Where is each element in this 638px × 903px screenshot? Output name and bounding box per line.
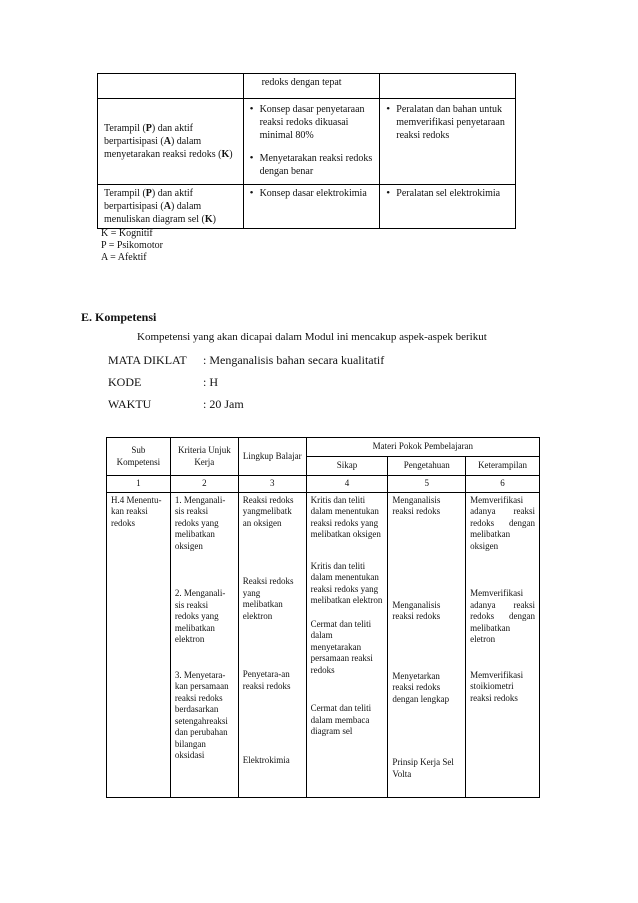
list-item: Memverifikasi adanya reaksi redoks dengan melibatkan eletron (470, 588, 535, 644)
waktu-value: : 20 Jam (203, 397, 244, 411)
list-item: Menganalisis reaksi redoks (392, 599, 441, 621)
column-number: 6 (466, 476, 540, 493)
list-item: • Konsep dasar elektrokimia (250, 187, 374, 200)
table-row (98, 99, 516, 185)
criteria-cell (243, 185, 380, 229)
kode-row (108, 375, 218, 390)
column-number: 2 (170, 476, 238, 493)
sikap-cell (306, 492, 388, 797)
kode-value: : H (203, 375, 218, 389)
list-item: Prinsip Kerja Sel Volta (392, 757, 454, 779)
criteria-table (97, 73, 516, 229)
table-row (98, 74, 516, 99)
mata-diklat-label: MATA DIKLAT (108, 353, 187, 367)
keterampilan-cell (466, 492, 540, 797)
legend (101, 228, 163, 264)
header-lingkup: Lingkup Balajar (238, 438, 306, 476)
tools-cell (380, 185, 516, 229)
list-item: • Peralatan sel elektrokimia (386, 187, 509, 200)
list-item: Memverifikasi stoikiometri reaksi redoks (470, 669, 524, 703)
list-item: Cermat dan teliti dalam menyetarakan persamaan reaksi redoks (310, 618, 373, 675)
column-number: 4 (306, 476, 388, 493)
waktu-row (108, 397, 244, 412)
list-item: • Peralatan dan bahan untuk memverifikasi penyetaraan reaksi redoks (386, 103, 509, 142)
column-number-row (107, 476, 540, 493)
list-item: Reaksi redoks yang melibatkan elektron (242, 576, 294, 621)
mata-diklat-row (108, 353, 384, 368)
table-row (107, 492, 540, 797)
indicator-cell: Terampil (P) dan aktif berpartisipasi (A) dalam menuliskan diagram sel (K) (98, 185, 244, 229)
list-item: 1. Menganali-sis reaksi redoks yang melibatkan oksigen (174, 494, 226, 551)
header-keterampilan: Keterampilan (466, 457, 540, 476)
list-item: 3. Menyetara-kan persamaan reaksi redoks berdasarkan setengahreaksi dan perubahan bilangan oksidasi (174, 669, 229, 760)
lingkup-cell (238, 492, 306, 797)
header-kriteria: Kriteria Unjuk Kerja (170, 438, 238, 476)
list-item: • Konsep dasar penyetaraan reaksi redoks dikuasai minimal 80% (250, 103, 374, 142)
section-title: E. Kompetensi (81, 310, 157, 324)
bullet-list (250, 187, 374, 200)
column-number: 5 (388, 476, 466, 493)
pengetahuan-cell (388, 492, 466, 797)
list-item: 2. Menganali-sis reaksi redoks yang melibatkan elektron (174, 588, 226, 644)
table-header-row (107, 438, 540, 457)
column-number: 1 (107, 476, 171, 493)
list-item: Penyetara-an reaksi redoks (242, 669, 291, 691)
list-item: Cermat dan teliti dalam membaca diagram sel (310, 703, 372, 736)
header-pengetahuan: Pengetahuan (388, 457, 466, 476)
mata-diklat-value: : Menganalisis bahan secara kualitatif (203, 353, 385, 367)
list-item: Elektrokimia (242, 755, 290, 765)
legend-item: A = Afektif (101, 252, 147, 263)
column-number: 3 (238, 476, 306, 493)
sub-kompetensi-cell: H.4 Menentu-kan reaksi redoks (107, 492, 171, 797)
list-item: Memverifikasi adanya reaksi redoks dengan melibatkan oksigen (470, 494, 535, 551)
competency-table (106, 437, 540, 798)
waktu-label: WAKTU (108, 397, 152, 411)
list-item: Kritis dan teliti dalam menentukan reaksi redoks yang melibatkan elektron (310, 560, 383, 605)
list-item: Kritis dan teliti dalam menentukan reaksi redoks yang melibatkan oksigen (310, 494, 381, 539)
header-sub-kompetensi: Sub Kompetensi (107, 438, 171, 476)
legend-item: K = Kognitif (101, 228, 153, 239)
bullet-list (386, 103, 509, 142)
criteria-cell: redoks dengan tepat (243, 74, 380, 99)
legend-item: P = Psikomotor (101, 240, 163, 251)
list-item: • Menyetarakan reaksi redoks dengan benar (250, 152, 374, 178)
bullet-list (250, 103, 374, 178)
kode-label: KODE (108, 375, 142, 389)
criteria-cell (243, 99, 380, 185)
list-item: Reaksi redoks yangmelibatk an oksigen (242, 494, 294, 528)
indicator-cell: Terampil (P) dan aktif berpartisipasi (A) dalam menyetarakan reaksi redoks (K) (98, 99, 244, 185)
tools-cell (380, 99, 516, 185)
bullet-list (386, 187, 509, 200)
header-materi: Materi Pokok Pembelajaran (306, 438, 539, 457)
table-row (98, 185, 516, 229)
header-sikap: Sikap (306, 457, 388, 476)
section-intro: Kompetensi yang akan dicapai dalam Modul ini mencakup aspek-aspek berikut (137, 331, 487, 343)
list-item: Menganalisis reaksi redoks (392, 494, 441, 516)
kriteria-cell (170, 492, 238, 797)
list-item: Menyetarkan reaksi redoks dengan lengkap (392, 670, 450, 704)
